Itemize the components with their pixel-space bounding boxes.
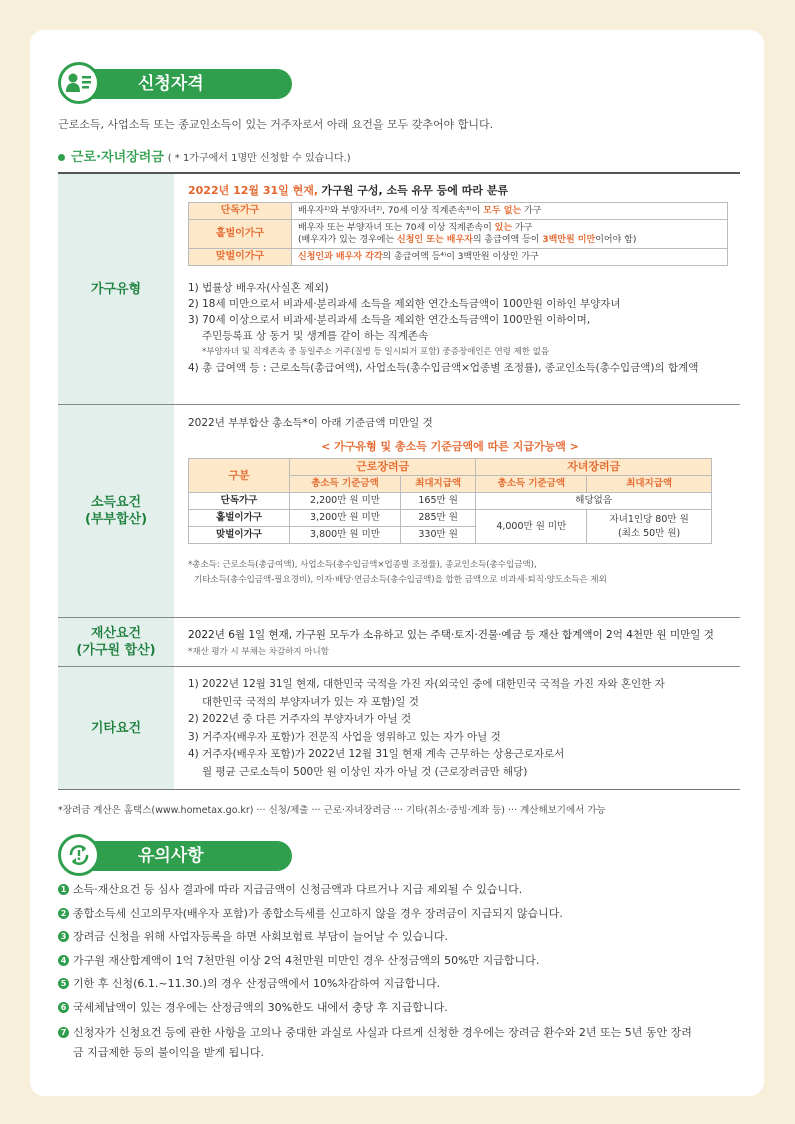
text: 가구 <box>512 223 533 233</box>
number-badge: 6 <box>58 1002 69 1013</box>
text: 이어야 함) <box>595 235 637 245</box>
table-cell: 4,000만 원 미만 <box>476 510 587 544</box>
table-cell <box>587 510 712 544</box>
table-row <box>189 459 712 476</box>
number-badge: 3 <box>58 931 69 942</box>
text: 의 총급여액 등이 <box>472 235 543 245</box>
section-title: 유의사항 <box>84 841 292 871</box>
list-item <box>58 929 713 945</box>
note-line: 2) 18세 미만으로서 비과세·분리과세 소득을 제외한 연간소득금액이 100만원 이하인 부양자녀 <box>188 298 621 310</box>
other-line: 1) 2022년 12월 31일 현재, 대한민국 국적을 가진 자(외국인 중에 대한민국 국적을 가진 자와 혼인한 자 <box>188 678 665 690</box>
col-header: 자녀장려금 <box>476 459 712 476</box>
type-key: 홑벌이가구 <box>189 220 292 249</box>
label-line: (부부합산) <box>84 512 148 527</box>
table-row <box>189 493 712 510</box>
notice-list <box>58 882 713 1071</box>
row-label <box>58 405 174 617</box>
table-cell: 3,200만 원 미만 <box>290 510 401 527</box>
subheading-note: ( * 1가구에서 1명만 신청할 수 있습니다.) <box>167 153 351 164</box>
row-property <box>58 618 740 667</box>
note-line: 1) 법률상 배우자(사실혼 제외) <box>188 282 329 294</box>
table-cell: 285만 원 <box>400 510 475 527</box>
page-card <box>30 30 764 1096</box>
table-cell: 해당없음 <box>476 493 712 510</box>
list-item <box>58 953 713 969</box>
table-cell: 165만 원 <box>400 493 475 510</box>
table-row <box>189 510 712 527</box>
other-line: 대한민국 국적의 부양자녀가 있는 자 포함)일 것 <box>202 695 419 708</box>
row-label: 가구유형 <box>58 174 174 404</box>
notice-text: 신청자가 신청요건 등에 관한 사항을 고의나 중대한 과실로 사실과 다르게 신청한 경우에는 장려금 환수와 2년 또는 5년 동안 장려금 지급제한 등의 불이익을 받게 됩니다. <box>73 1026 692 1059</box>
cell-line: 자녀1인당 80만 원 <box>609 513 689 525</box>
type-key: 단독가구 <box>189 203 292 220</box>
household-types-table <box>188 202 728 266</box>
text: 의 총급여액 등⁴⁾이 3백만원 이상인 가구 <box>382 252 539 262</box>
calc-footnote: *장려금 계산은 홈택스(www.hometax.go.kr) ··· 신청/제출 ··· 근로·자녀장려금 ··· 기타(취소·증빙·계좌 등) ··· 계산해보기에서 가능 <box>58 805 606 816</box>
row-content <box>174 618 740 666</box>
text: 가구 <box>521 206 542 216</box>
col-header: 총소득 기준금액 <box>290 476 401 493</box>
text: 배우자¹⁾와 부양자녀²⁾, 70세 이상 직계존속³⁾이 <box>298 206 484 216</box>
highlight: 3백만원 미만 <box>542 235 596 245</box>
highlight: 모두 없는 <box>483 206 522 216</box>
number-badge: 1 <box>58 884 69 895</box>
col-header: 최대지급액 <box>587 476 712 493</box>
col-header: 근로장려금 <box>290 459 476 476</box>
label-line: 재산요건 <box>90 626 142 641</box>
list-item <box>58 1000 713 1016</box>
number-badge: 7 <box>58 1027 69 1038</box>
type-key: 맞벌이가구 <box>189 249 292 266</box>
head-date: 2022년 12월 31일 현재, <box>188 184 319 197</box>
table-title: < 가구유형 및 총소득 기준금액에 따른 지급가능액 > <box>321 440 579 453</box>
table-cell: 맞벌이가구 <box>189 527 290 544</box>
payment-table <box>188 458 712 544</box>
row-label <box>58 618 174 666</box>
other-line: 월 평균 근로소득이 500만 원 이상인 자가 아닐 것 (근로장려금만 해당) <box>202 765 528 778</box>
note-line: 3) 70세 이상으로서 비과세·분리과세 소득을 제외한 연간소득금액이 100만원 이하이며, <box>188 314 591 326</box>
subheading-title: 근로·자녀장려금 <box>71 150 164 165</box>
row-content <box>174 667 740 789</box>
section-title: 신청자격 <box>84 69 292 99</box>
row-income <box>58 405 740 618</box>
highlight: 신청인과 배우자 각각 <box>298 252 383 262</box>
table-cell: 단독가구 <box>189 493 290 510</box>
notice-text: 소득·재산요건 등 심사 결과에 따라 지급금액이 신청금액과 다르거나 지급 제외될 수 있습니다. <box>73 883 523 896</box>
row-label: 기타요건 <box>58 667 174 789</box>
type-desc <box>292 203 728 220</box>
col-header: 최대지급액 <box>400 476 475 493</box>
table-row <box>189 203 728 220</box>
eligibility-table <box>58 172 740 790</box>
label-line: (가구원 합산) <box>76 643 156 658</box>
number-badge: 4 <box>58 955 69 966</box>
type-desc <box>292 220 728 249</box>
label-line: 소득요건 <box>90 495 142 510</box>
notice-text: 장려금 신청을 위해 사업자등록을 하면 사회보험료 부담이 늘어날 수 있습니다. <box>73 930 448 943</box>
table-row <box>189 249 728 266</box>
other-line: 3) 거주자(배우자 포함)가 전문직 사업을 영위하고 있는 자가 아닐 것 <box>188 730 501 743</box>
list-item <box>58 882 713 898</box>
refresh-alert-icon <box>58 834 100 876</box>
list-item <box>58 906 713 922</box>
table-row <box>189 220 728 249</box>
table-cell: 3,800만 원 미만 <box>290 527 401 544</box>
table-cell: 홑벌이가구 <box>189 510 290 527</box>
highlight: 신청인 또는 배우자 <box>397 235 473 245</box>
row-content <box>174 174 740 404</box>
property-note: *재산 평가 시 부채는 차감하지 아니함 <box>188 647 329 657</box>
note-line: 4) 총 급여액 등 : 근로소득(총급여액), 사업소득(총수입금액×업종별 조정률), 종교인소득(총수입금액)의 합계액 <box>188 362 699 374</box>
text: 배우자 또는 부양자녀 또는 70세 이상 직계존속이 <box>298 223 495 233</box>
list-item <box>58 976 713 992</box>
col-header: 구분 <box>189 459 290 493</box>
notice-text: 가구원 재산합계액이 1억 7천만원 이상 2억 4천만원 미만인 경우 산정금액의 50%만 지급합니다. <box>73 953 540 967</box>
income-footnote: 기타소득(총수입금액-필요경비), 이자·배당·연금소득(총수입금액)을 합한 금액으로 비과세·퇴직·양도소득은 제외 <box>194 575 607 585</box>
income-line: 2022년 부부합산 총소득*이 아래 기준금액 미만일 것 <box>188 417 433 429</box>
row-content <box>174 405 740 617</box>
table-cell: 330만 원 <box>400 527 475 544</box>
other-line: 4) 거주자(배우자 포함)가 2022년 12월 31일 현재 계속 근무하는 상용근로자로서 <box>188 748 565 760</box>
property-line: 2022년 6월 1일 현재, 가구원 모두가 소유하고 있는 주택·토지·건물·예금 등 재산 합계액이 2억 4천만 원 미만일 것 <box>188 629 714 641</box>
col-header: 총소득 기준금액 <box>476 476 587 493</box>
person-list-icon <box>58 62 100 104</box>
note-line: 주민등록표 상 동거 및 생계를 같이 하는 직계존속 <box>202 330 429 342</box>
bullet-icon <box>58 154 65 161</box>
row-other <box>58 667 740 789</box>
other-line: 2) 2022년 중 다른 거주자의 부양자녀가 아닐 것 <box>188 713 412 725</box>
text: (배우자가 있는 경우에는 <box>298 235 398 245</box>
cell-line: (최소 50만 원) <box>618 527 681 539</box>
number-badge: 2 <box>58 908 69 919</box>
subheading <box>58 146 351 165</box>
intro-text: 근로소득, 사업소득 또는 종교인소득이 있는 거주자로서 아래 요건을 모두 갖추어야 합니다. <box>58 118 494 131</box>
note-line: *부양자녀 및 직계존속 중 동일주소 거주(질병 등 일시퇴거 포함) 중증장애인은 연령 제한 없음 <box>202 347 550 357</box>
type-desc <box>292 249 728 266</box>
head-text: 가구원 구성, 소득 유무 등에 따라 분류 <box>321 184 509 197</box>
income-footnote: *총소득: 근로소득(총급여액), 사업소득(총수입금액×업종별 조정률), 종교인소득(총수입금액), <box>188 560 537 570</box>
list-item <box>58 1023 693 1063</box>
notice-text: 기한 후 신청(6.1.~11.30.)의 경우 산정금액에서 10%차감하여 지급합니다. <box>73 977 441 990</box>
notice-text: 종합소득세 신고의무자(배우자 포함)가 종합소득세를 신고하지 않을 경우 장려금이 지급되지 않습니다. <box>73 906 563 920</box>
row-household <box>58 174 740 405</box>
highlight: 있는 <box>494 223 513 233</box>
notice-text: 국세체납액이 있는 경우에는 산정금액의 30%한도 내에서 충당 후 지급합니다. <box>73 1000 448 1014</box>
number-badge: 5 <box>58 978 69 989</box>
table-cell: 2,200만 원 미만 <box>290 493 401 510</box>
